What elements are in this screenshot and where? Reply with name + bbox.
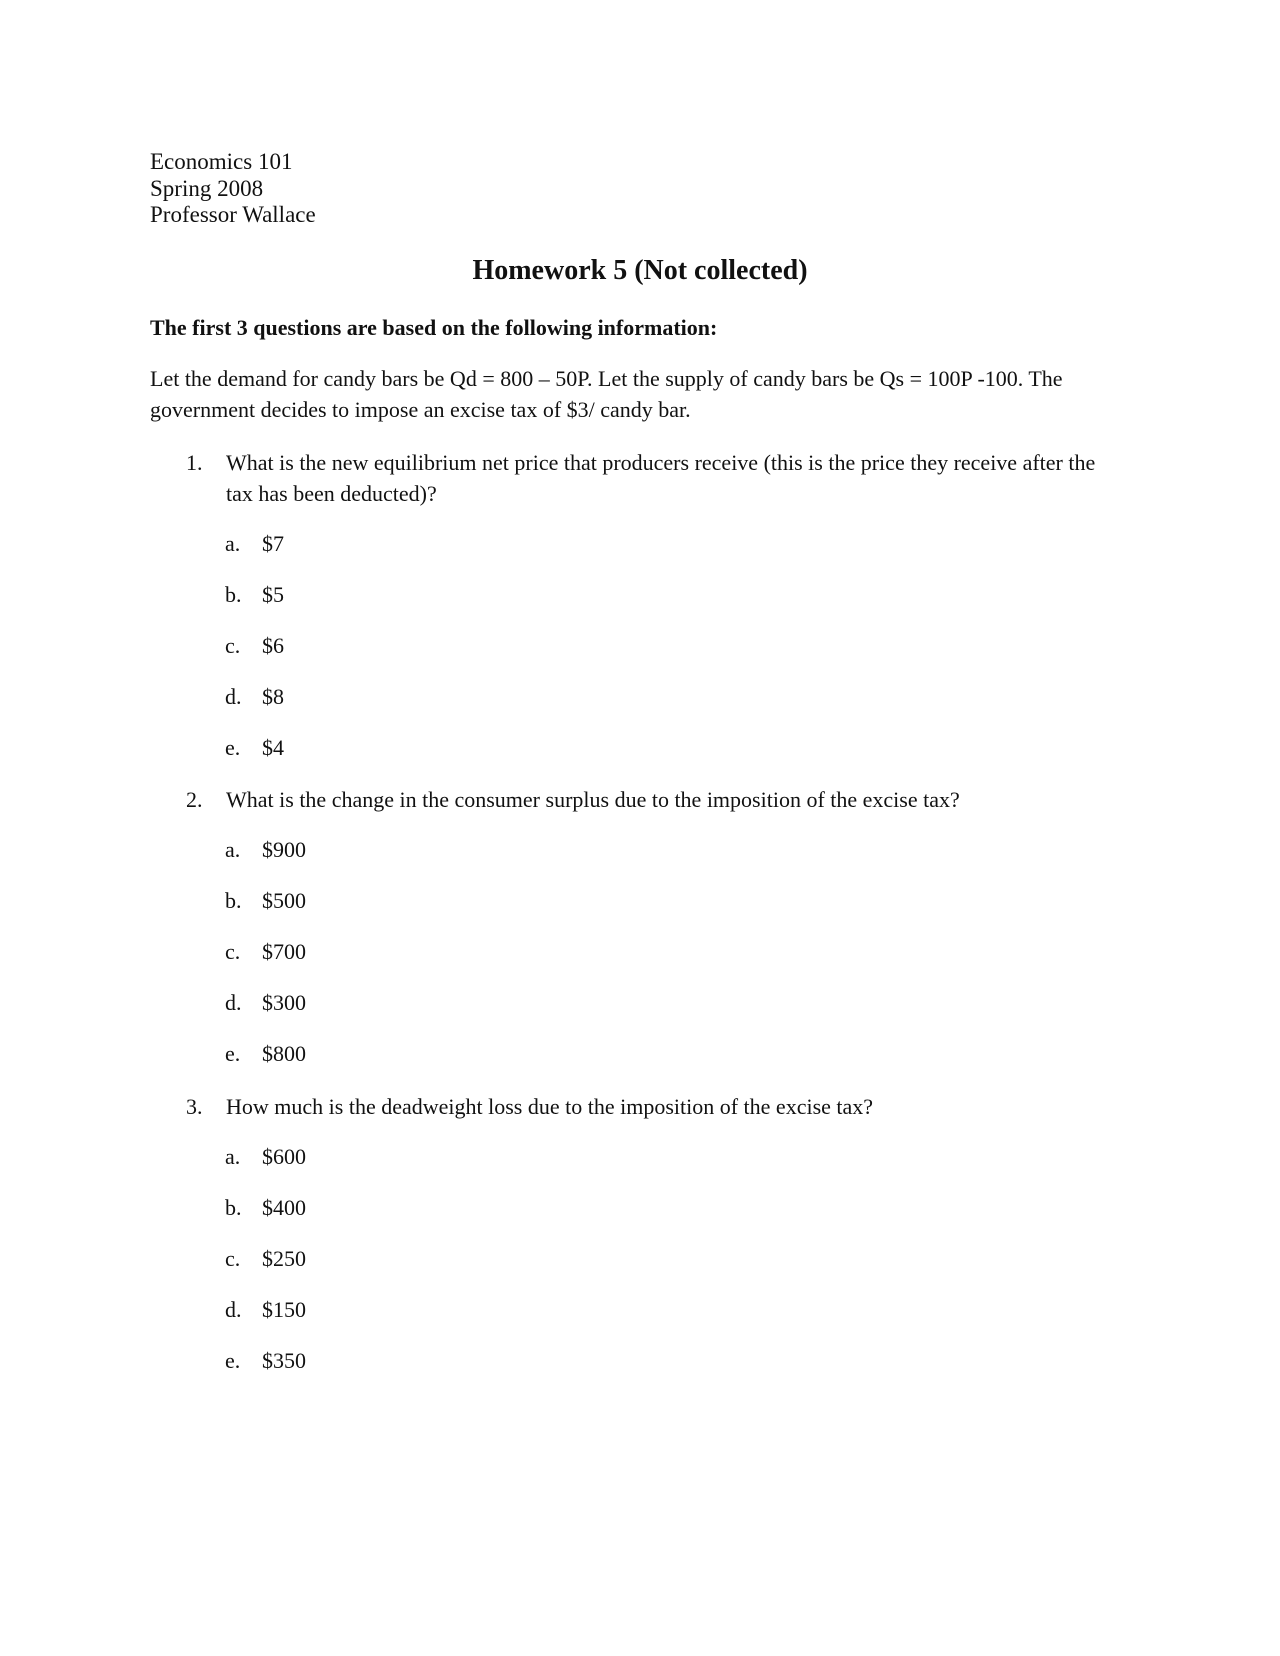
question-number: 3. [186,1094,203,1119]
course-name: Economics 101 [150,149,293,174]
question-text: How much is the deadweight loss due to the imposition of the excise tax? [226,1094,874,1119]
option-letter: c. [225,633,241,658]
option-letter: d. [225,684,242,709]
q1-option-a [225,530,284,558]
option-letter: d. [225,990,242,1015]
course-instructor: Professor Wallace [150,202,316,227]
option-letter: c. [225,939,241,964]
q2-option-e [225,1040,306,1068]
intro-heading: The first 3 questions are based on the following information: [150,315,718,340]
question-number: 2. [186,787,203,812]
option-value: $400 [262,1195,306,1220]
q2-option-c [225,938,306,966]
option-letter: a. [225,1144,241,1169]
option-value: $7 [262,531,284,556]
option-value: $700 [262,939,306,964]
option-letter: a. [225,531,241,556]
q1-option-b [225,581,284,609]
course-term: Spring 2008 [150,175,264,201]
q1-option-d [225,683,284,711]
option-letter: a. [225,837,241,862]
q3-option-a [225,1143,306,1171]
question-1 [186,447,1106,509]
option-letter: d. [225,1297,242,1322]
option-letter: e. [225,735,241,760]
option-value: $6 [262,633,284,658]
option-value: $250 [262,1246,306,1271]
option-letter: b. [225,888,242,913]
option-value: $500 [262,888,306,913]
course-header [150,149,316,229]
intro-text: Let the demand for candy bars be Qd = 800 – 50P. Let the supply of candy bars be Qs = 100P -100. The government decides to impose an excise tax of $3/ candy bar. [150,366,1063,422]
option-value: $600 [262,1144,306,1169]
option-value: $300 [262,990,306,1015]
question-3 [186,1091,1106,1122]
q3-option-e [225,1347,306,1375]
question-text: What is the change in the consumer surplus due to the imposition of the excise tax? [226,787,960,812]
page-title: Homework 5 (Not collected) [472,255,808,286]
q2-option-d [225,989,306,1017]
question-number: 1. [186,450,203,475]
option-value: $150 [262,1297,306,1322]
option-letter: e. [225,1348,241,1373]
q2-option-a [225,836,306,864]
option-value: $8 [262,684,284,709]
q3-option-b [225,1194,306,1222]
option-letter: e. [225,1041,241,1066]
q1-option-e [225,734,284,762]
question-2 [186,784,1106,815]
q1-option-c [225,632,284,660]
option-value: $900 [262,837,306,862]
option-letter: b. [225,1195,242,1220]
option-value: $5 [262,582,284,607]
option-value: $4 [262,735,284,760]
option-value: $800 [262,1041,306,1066]
option-letter: c. [225,1246,241,1271]
q2-option-b [225,887,306,915]
option-value: $350 [262,1348,306,1373]
question-text: What is the new equilibrium net price that producers receive (this is the price they receive after the tax has been deducted)? [226,450,1096,506]
q3-option-d [225,1296,306,1324]
q3-option-c [225,1245,306,1273]
option-letter: b. [225,582,242,607]
